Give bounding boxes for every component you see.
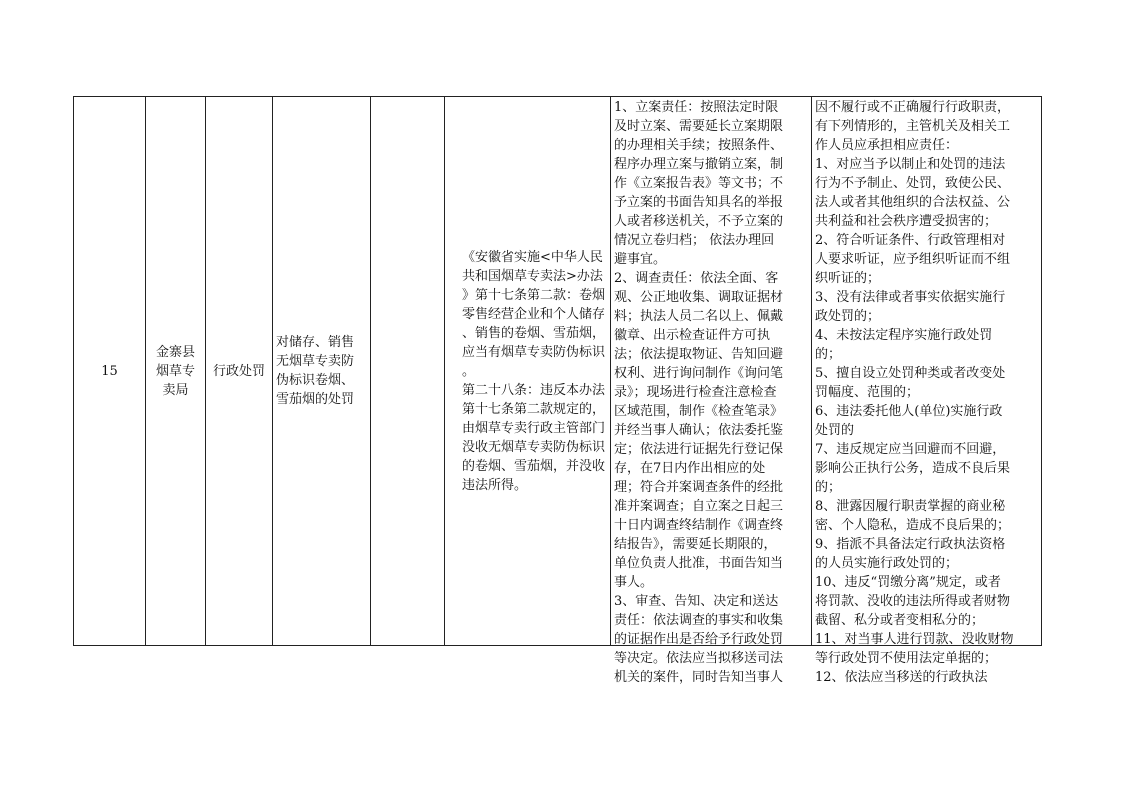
accountability-line: 行为不予制止、处罚，致使公民、	[815, 176, 1011, 191]
responsibility-line: 避事宜。	[614, 252, 667, 267]
accountability-line: 人要求听证，应予组织听证而不组	[815, 252, 1011, 267]
responsibility-line: 的办理相关手续；按照条件、	[614, 138, 784, 153]
responsibility-line: 十日内调查终结制作《调查终	[614, 518, 784, 533]
row-number-cell	[74, 97, 146, 646]
department-line: 卖局	[162, 382, 189, 398]
responsibility-line: 存，在7日内作出相应的处	[614, 461, 766, 476]
legal-basis-line: 《安徽省实施<中华人民	[462, 249, 603, 265]
department-cell	[146, 97, 206, 646]
accountability-line: 12、依法应当移送的行政执法	[815, 670, 988, 685]
legal-basis-line: 的卷烟、雪茄烟，并没收	[462, 458, 606, 474]
responsibility-line: 单位负责人批准，书面告知当	[614, 556, 784, 571]
responsibility-line: 责任：依法调查的事实和收集	[614, 613, 784, 628]
category-text: 行政处罚	[212, 363, 265, 379]
responsibility-line: 理；符合并案调查条件的经批	[614, 480, 784, 495]
accountability-text	[815, 97, 1038, 685]
accountability-line: 密、个人隐私，造成不良后果的；	[815, 518, 1011, 533]
responsibility-line: 区域范围，制作《检查笔录》	[614, 404, 784, 419]
responsibility-line: 及时立案、需要延长立案期限	[614, 119, 784, 134]
responsibility-line: 作《立案报告表》等文书；不	[614, 176, 784, 191]
responsibility-line: 录》；现场进行检查注意检查	[614, 385, 777, 400]
responsibility-line: 准并案调查；自立案之日起三	[614, 499, 784, 514]
accountability-line: 织听证的；	[815, 271, 881, 286]
legal-basis-line: 零售经营企业和个人储存	[462, 306, 606, 322]
responsibility-line: 的证据作出是否给予行政处罚	[614, 632, 784, 647]
responsibility-line: 程序办理立案与撤销立案，制	[614, 157, 784, 172]
item-text	[276, 333, 367, 409]
item-line: 无烟草专卖防	[276, 354, 355, 369]
accountability-line: 政处罚的；	[815, 309, 881, 324]
responsibility-line: 1、立案责任：按照法定时限	[614, 100, 779, 115]
accountability-line: 4、未按法定程序实施行政处罚	[815, 328, 993, 343]
row-number: 15	[101, 363, 118, 379]
responsibility-line: 情况立卷归档； 依法办理回	[614, 233, 775, 248]
item-line: 对储存、销售	[276, 335, 355, 350]
responsibility-line: 料；执法人员二名以上、佩戴	[614, 309, 784, 324]
item-cell	[273, 97, 371, 646]
accountability-line: 法人或者其他组织的合法权益、公	[815, 195, 1011, 210]
accountability-line: 11、对当事人进行罚款、没收财物	[815, 632, 1014, 647]
responsibility-line: 事人。	[614, 575, 654, 590]
responsibility-cell	[611, 97, 812, 685]
responsibility-line: 人或者移送机关，不予立案的	[614, 214, 784, 229]
accountability-line: 影响公正执行公务，造成不良后果	[815, 461, 1011, 476]
accountability-line: 作人员应承担相应责任：	[815, 138, 959, 153]
accountability-line: 3、没有法律或者事实依据实施行	[815, 290, 1006, 305]
item-line: 伪标识卷烟、	[276, 373, 355, 388]
accountability-line: 处罚的	[815, 423, 855, 438]
accountability-line: 7、违反规定应当回避而不回避，	[815, 442, 1006, 457]
accountability-line: 罚幅度、范围的；	[815, 385, 920, 400]
legal-basis-line: 由烟草专卖行政主管部门	[462, 420, 606, 436]
accountability-line: 截留、私分或者变相私分的；	[815, 613, 985, 628]
accountability-line: 的；	[815, 347, 842, 362]
legal-basis-line: 应当有烟草专卖防伪标识	[462, 344, 606, 360]
penalty-table	[73, 96, 1042, 685]
responsibility-line: 2、调查责任：依法全面、客	[614, 271, 779, 286]
responsibility-line: 权利、进行询问制作《询问笔	[614, 366, 784, 381]
responsibility-line: 予立案的书面告知具名的举报	[614, 195, 784, 210]
legal-basis-line: 。	[462, 363, 476, 379]
responsibility-line: 徽章、出示检查证件方可执	[614, 328, 771, 343]
legal-basis-line: 第十七条第二款规定的，	[462, 401, 606, 417]
category-cell	[206, 97, 273, 646]
accountability-cell	[812, 97, 1042, 685]
responsibility-text	[614, 97, 808, 685]
accountability-line: 的；	[815, 480, 842, 495]
department-text	[146, 97, 205, 645]
department-line: 金寨县	[155, 344, 195, 360]
accountability-line: 等行政处罚不使用法定单据的；	[815, 651, 998, 666]
responsibility-line: 法；依法提取物证、告知回避	[614, 347, 784, 362]
accountability-line: 1、对应当予以制止和处罚的违法	[815, 157, 1006, 172]
accountability-line: 6、违法委托他人(单位)实施行政	[815, 404, 1003, 419]
legal-basis-line: 没收无烟草专卖防伪标识	[462, 439, 606, 455]
legal-basis-cell	[445, 97, 611, 646]
responsibility-line: 等决定。依法应当拟移送司法	[614, 651, 784, 666]
accountability-line: 5、擅自设立处罚种类或者改变处	[815, 366, 1006, 381]
legal-basis-line: 共和国烟草专卖法>办法	[462, 268, 603, 284]
responsibility-line: 结报告》，需要延长期限的，	[614, 537, 777, 552]
accountability-line: 的人员实施行政处罚的；	[815, 556, 959, 571]
legal-basis-line: 违法所得。	[462, 477, 528, 493]
item-line: 雪茄烟的处罚	[276, 392, 355, 407]
accountability-line: 2、符合听证条件、行政管理相对	[815, 233, 1006, 248]
legal-basis-line: 、销售的卷烟、雪茄烟，	[462, 325, 606, 341]
legal-basis-line: 》第十七条第二款：卷烟	[462, 287, 606, 303]
accountability-line: 将罚款、没收的违法所得或者财物	[815, 594, 1011, 609]
responsibility-line: 观、公正地收集、调取证据材	[614, 290, 784, 305]
table-row	[74, 97, 1042, 646]
accountability-line: 10、违反“罚缴分离”规定，或者	[815, 575, 1001, 590]
sub-item-cell	[371, 97, 445, 646]
responsibility-line: 定；依法进行证据先行登记保	[614, 442, 784, 457]
accountability-line: 因不履行或不正确履行行政职责，	[815, 100, 1011, 115]
responsibility-line: 并经当事人确认；依法委托鉴	[614, 423, 784, 438]
legal-basis-line: 第二十八条：违反本办法	[462, 382, 606, 398]
accountability-line: 8、泄露因履行职责掌握的商业秘	[815, 499, 1006, 514]
accountability-line: 共利益和社会秩序遭受损害的；	[815, 214, 998, 229]
responsibility-line: 机关的案件，同时告知当事人	[614, 670, 784, 685]
legal-basis-text	[448, 248, 607, 495]
department-line: 烟草专	[155, 363, 195, 379]
responsibility-line: 3、审查、告知、决定和送达	[614, 594, 779, 609]
accountability-line: 有下列情形的，主管机关及相关工	[815, 119, 1011, 134]
accountability-line: 9、指派不具备法定行政执法资格	[815, 537, 1006, 552]
